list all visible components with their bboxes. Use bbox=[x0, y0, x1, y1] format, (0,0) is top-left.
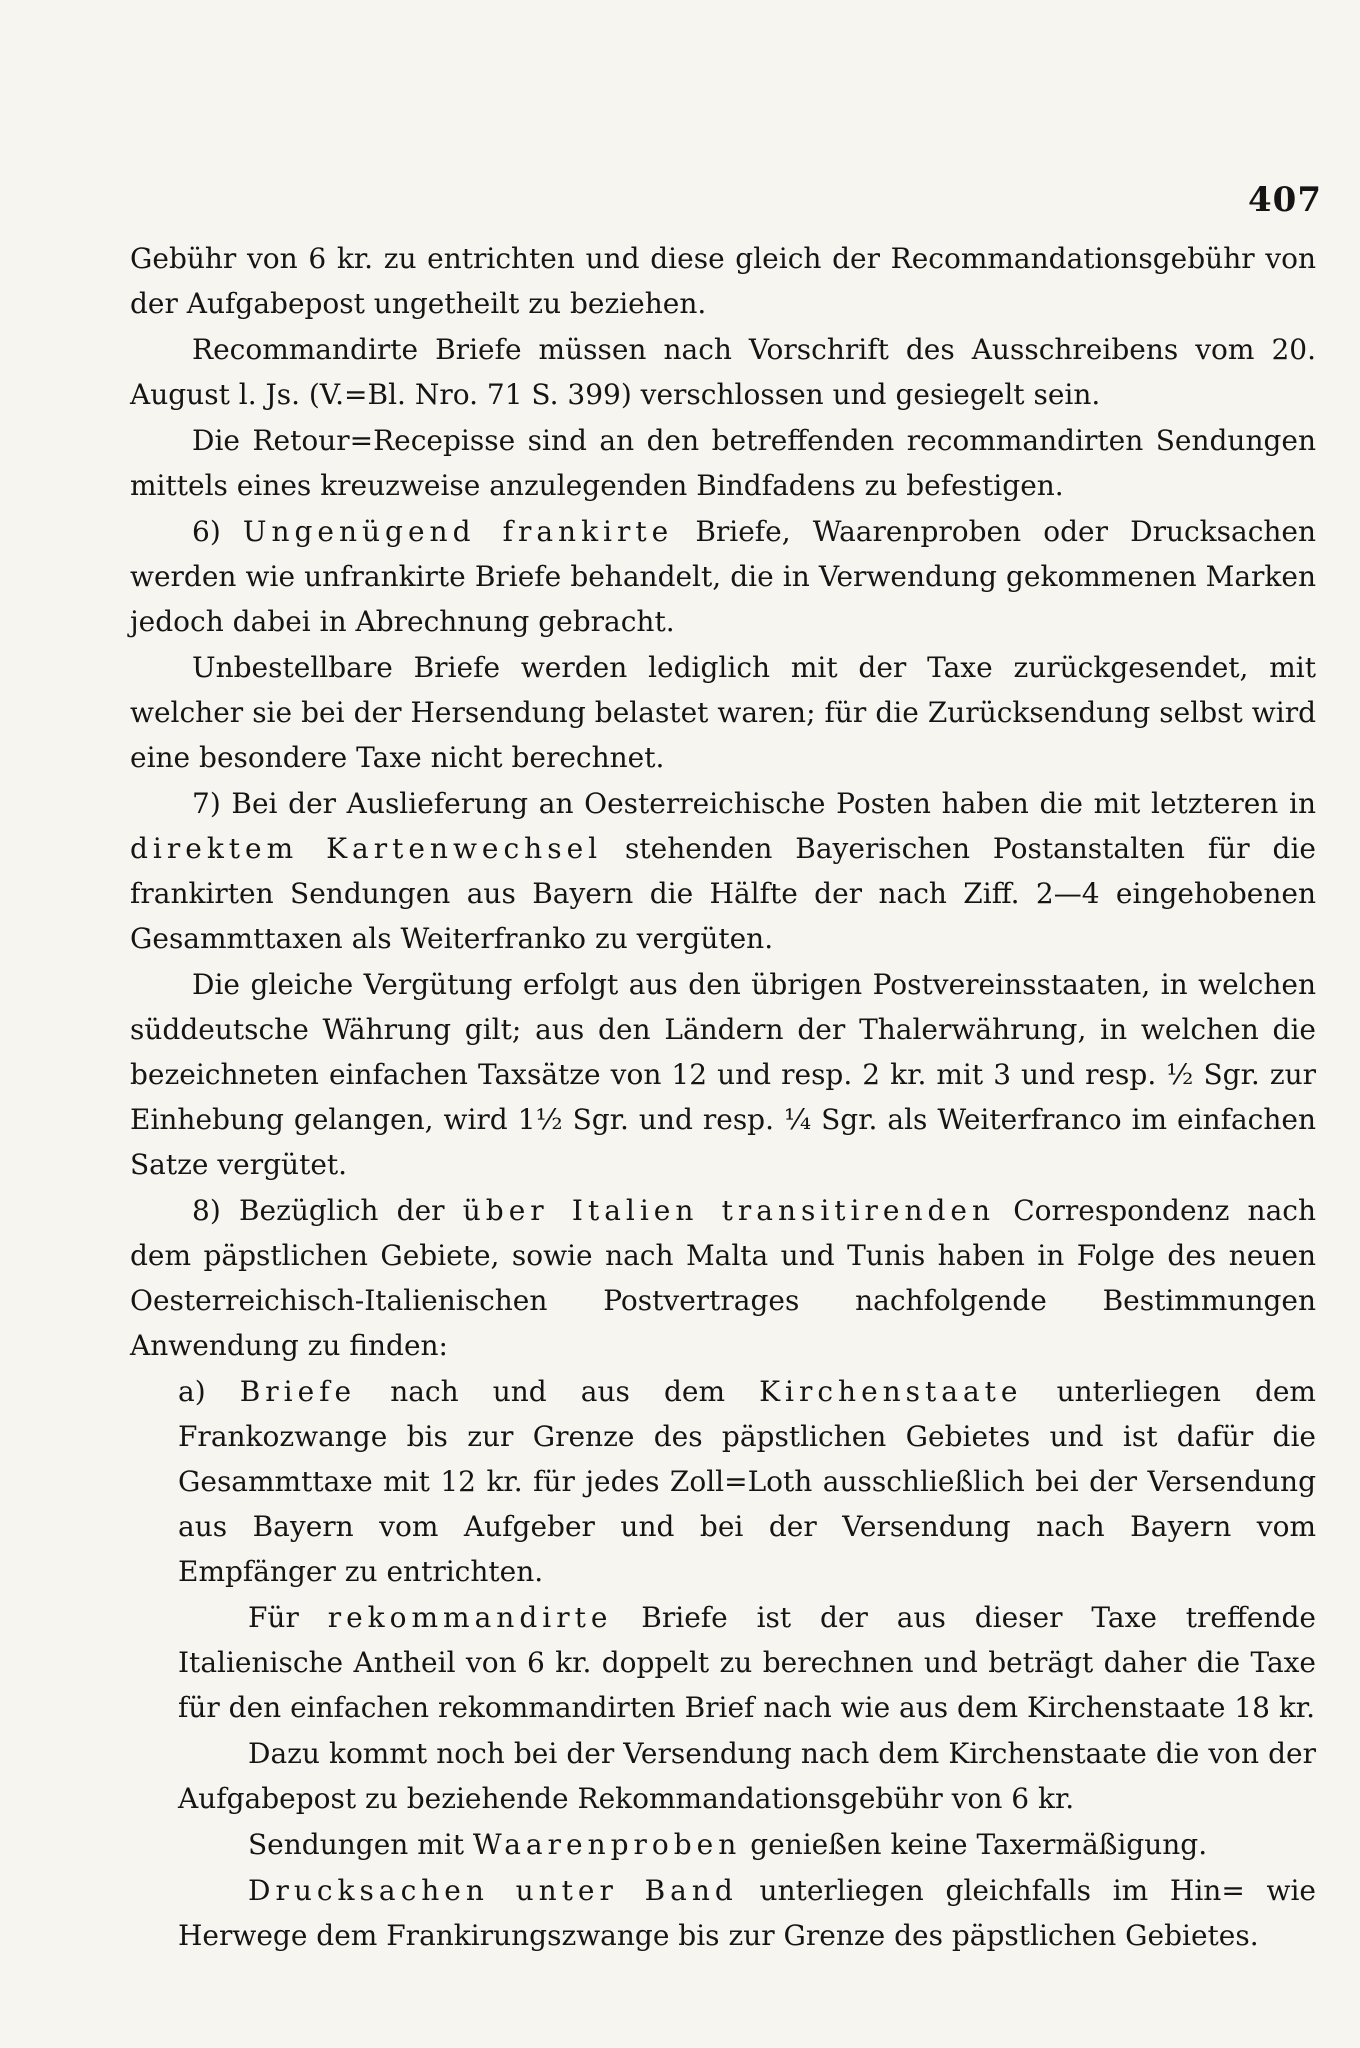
paragraph-text: Die Retour=Recepisse sind an den betreffenden recommandirten Sendungen mittels eines kreuzweise anzulegenden Bindfadens zu befestigen. bbox=[130, 424, 1316, 502]
paragraph bbox=[178, 1369, 1316, 1594]
emphasis-spaced-text: direktem Kartenwechsel bbox=[130, 832, 603, 865]
paragraph bbox=[130, 1188, 1316, 1368]
paragraph-text: stehenden Bayerischen Postanstalten für die frankirten Sendungen aus Bayern die Hälfte der nach Ziff. 2—4 eingehobenen Gesammttaxen als Weiterfranko zu vergüten. bbox=[130, 832, 1316, 955]
paragraph bbox=[178, 1595, 1316, 1730]
paragraph-text: Briefe ist der aus dieser Taxe treffende Italienische Antheil von 6 kr. doppelt zu berechnen und beträgt daher die Taxe für den einfachen rekommandirten Brief nach wie aus dem Kirchenstaate 18 kr. bbox=[178, 1601, 1316, 1724]
emphasis-spaced-text: Kirchenstaate bbox=[759, 1375, 1023, 1408]
emphasis-spaced-text: Ungenügend frankirte bbox=[242, 515, 674, 548]
paragraph-text: nach und aus dem bbox=[356, 1375, 760, 1408]
emphasis-spaced-text: Briefe bbox=[239, 1375, 357, 1408]
paragraph bbox=[130, 327, 1316, 417]
emphasis-spaced-text: Waarenproben bbox=[472, 1828, 742, 1861]
paragraph-text: Dazu kommt noch bei der Versendung nach dem Kirchenstaate die von der Aufgabepost zu beziehende Rekommandationsgebühr von 6 kr. bbox=[178, 1737, 1316, 1815]
paragraph bbox=[130, 236, 1316, 326]
paragraph bbox=[130, 962, 1316, 1187]
paragraph-text: 6) bbox=[192, 515, 243, 548]
paragraph bbox=[130, 781, 1316, 961]
paragraph-text: Sendungen mit bbox=[248, 1828, 473, 1861]
paragraph-text: Correspondenz nach dem päpstlichen Gebiete, sowie nach Malta und Tunis haben in Folge des neuen Oesterreichisch-Italienischen Postvertrages nachfolgende Bestimmungen Anwendung zu finden: bbox=[130, 1194, 1316, 1362]
emphasis-spaced-text: über Italien transitirenden bbox=[462, 1194, 996, 1227]
paragraph-text: Recommandirte Briefe müssen nach Vorschrift des Ausschreibens vom 20. August l. Js. (V.=Bl. Nro. 71 S. 399) verschlossen und gesiegelt sein. bbox=[130, 333, 1316, 411]
paragraph-text: unterliegen gleichfalls im Hin= wie Herwege dem Frankirungszwange bis zur Grenze des päpstlichen Gebietes. bbox=[178, 1874, 1316, 1952]
text-body bbox=[130, 236, 1316, 1959]
emphasis-spaced-text: rekommandirte bbox=[327, 1601, 613, 1634]
paragraph bbox=[130, 509, 1316, 644]
paragraph bbox=[130, 418, 1316, 508]
paragraph-text: Die gleiche Vergütung erfolgt aus den übrigen Postvereinsstaaten, in welchen süddeutsche Währung gilt; aus den Ländern der Thalerwährung, in welchen die bezeichneten einfachen Taxsätze von 12 und resp. 2 kr. mit 3 und resp. ½ Sgr. zur Einhebung gelangen, wird 1½ Sgr. und resp. ¼ Sgr. als Weiterfranco im einfachen Satze vergütet. bbox=[130, 968, 1316, 1181]
page-number: 407 bbox=[1248, 180, 1322, 220]
paragraph-text: Unbestellbare Briefe werden lediglich mit der Taxe zurückgesendet, mit welcher sie bei der Hersendung belastet waren; für die Zurücksendung selbst wird eine besondere Taxe nicht berechnet. bbox=[130, 651, 1316, 774]
paragraph-text: unterliegen dem Frankozwange bis zur Grenze des päpstlichen Gebietes und ist dafür die Gesammttaxe mit 12 kr. für jedes Zoll=Loth ausschließlich bei der Versendung aus Bayern vom Aufgeber und bei der Versendung nach Bayern vom Empfänger zu entrichten. bbox=[178, 1375, 1316, 1588]
paragraph-text: Gebühr von 6 kr. zu entrichten und diese gleich der Recommandationsgebühr von der Aufgabepost ungetheilt zu beziehen. bbox=[130, 242, 1316, 320]
paragraph-text: 8) Bezüglich der bbox=[192, 1194, 463, 1227]
paragraph-text: a) bbox=[178, 1375, 240, 1408]
paragraph bbox=[178, 1822, 1316, 1867]
emphasis-spaced-text: Drucksachen unter Band bbox=[248, 1874, 738, 1907]
paragraph-text: Briefe, Waarenproben oder Drucksachen werden wie unfrankirte Briefe behandelt, die in Verwendung gekommenen Marken jedoch dabei in Abrechnung gebracht. bbox=[130, 515, 1317, 638]
paragraph bbox=[130, 645, 1316, 780]
paragraph bbox=[178, 1731, 1316, 1821]
paragraph bbox=[178, 1868, 1316, 1958]
paragraph-text: genießen keine Taxermäßigung. bbox=[741, 1828, 1208, 1861]
paragraph-text: Für bbox=[248, 1601, 328, 1634]
paragraph-text: 7) Bei der Auslieferung an Oesterreichische Posten haben die mit letzteren in bbox=[192, 787, 1316, 820]
